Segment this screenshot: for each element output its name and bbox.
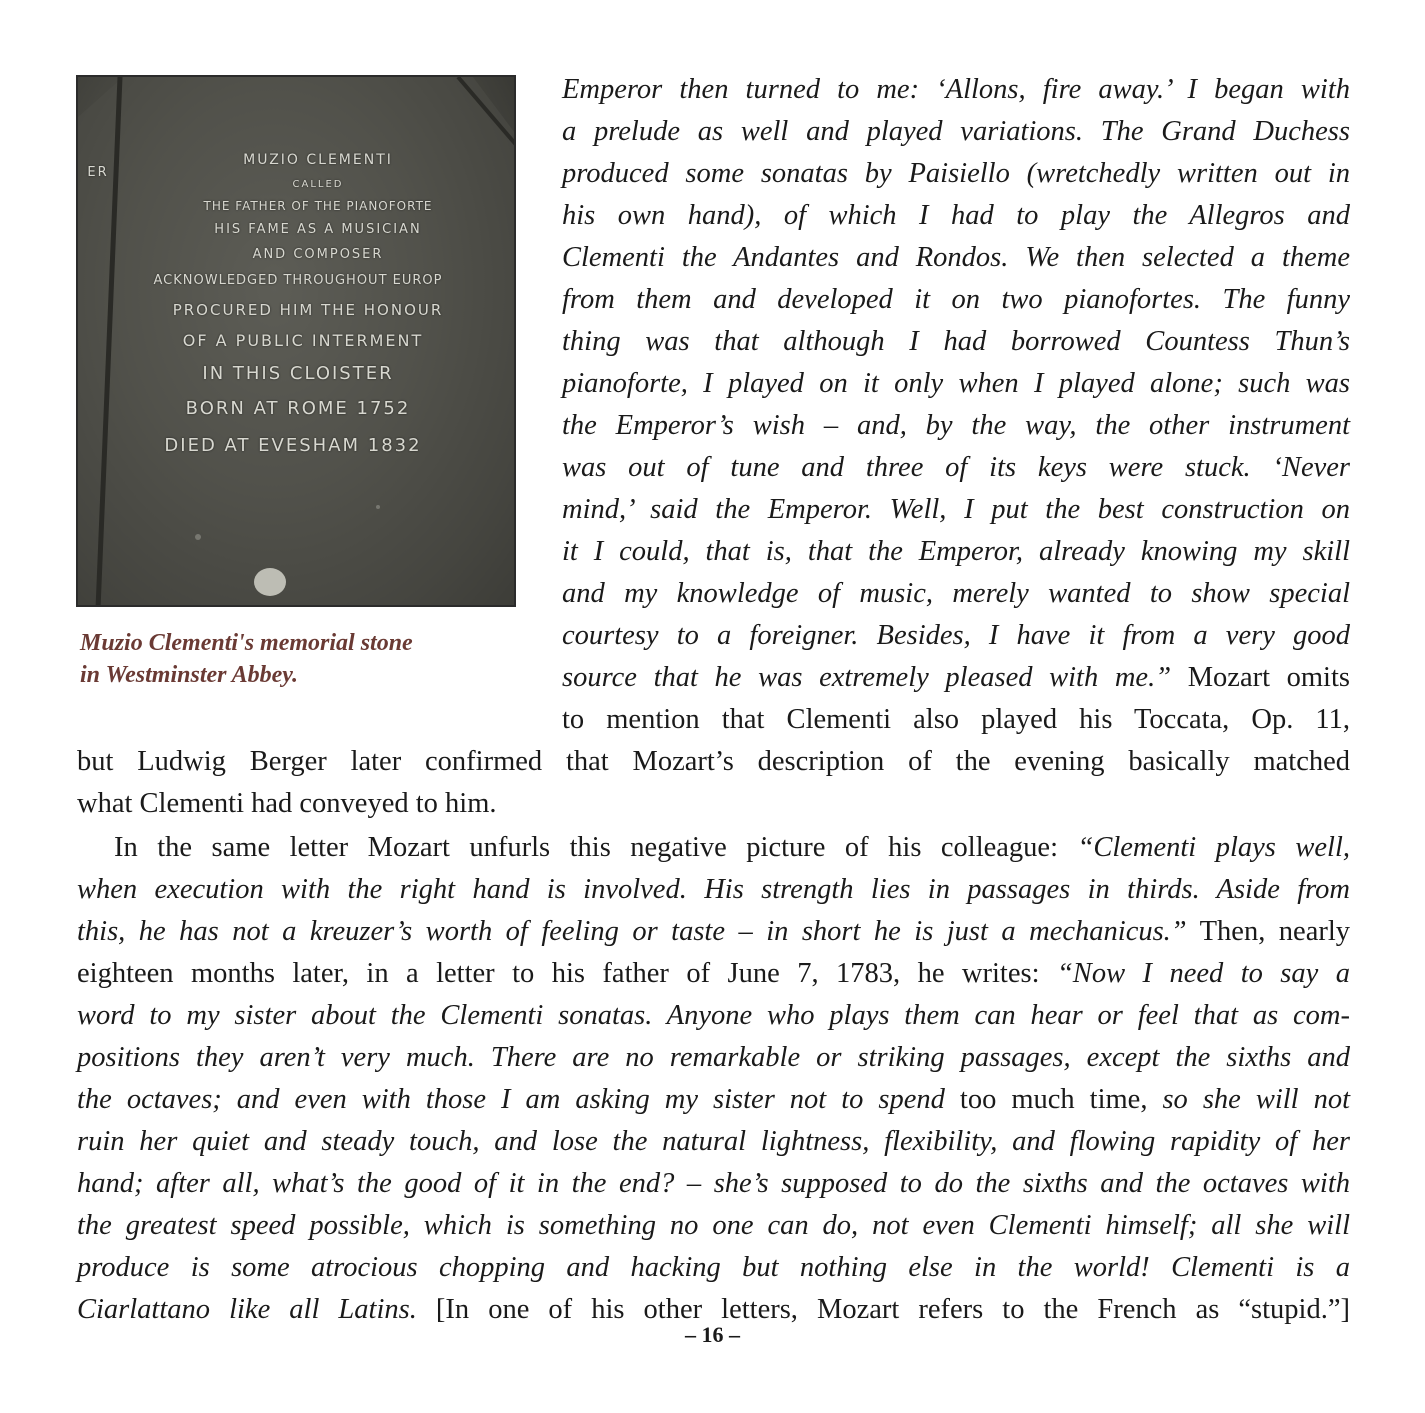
quote-span: “Clementi plays well,: [1077, 832, 1350, 863]
text-span: In the same letter Mozart unfurls this negative picture of his colleague:: [114, 832, 1078, 863]
quote-span: source that he was extremely pleased with me.”: [562, 662, 1172, 693]
quote-span: Ciarlattano like all Latins.: [77, 1294, 417, 1325]
text-line: [562, 657, 1350, 699]
inscription-fragment: ER: [87, 165, 109, 180]
inscription-line: PROCURED HIM THE HONOUR: [172, 301, 444, 319]
text-line: but Ludwig Berger later confirmed that Mozart’s description of the evening basically matched: [77, 746, 1350, 777]
caption-line: in Westminster Abbey.: [80, 662, 299, 688]
inscription-line: BORN AT ROME 1752: [185, 398, 411, 419]
text-line: mind,’ said the Emperor. Well, I put the best construction on: [562, 494, 1350, 525]
text-line: courtesy to a foreigner. Besides, I have it from a very good: [562, 620, 1350, 651]
text-line: [77, 1079, 1350, 1121]
text-line: hand; after all, what’s the good of it in the end? – she’s supposed to do the sixths and the octaves with: [77, 1168, 1350, 1199]
text-line: positions they aren’t very much. There are no remarkable or striking passages, except the sixths and: [77, 1042, 1350, 1073]
inscription-line: OF A PUBLIC INTERMENT: [182, 331, 424, 350]
caption-line: Muzio Clementi's memorial stone: [80, 630, 413, 656]
text-line: when execution with the right hand is involved. His strength lies in passages in thirds. Aside from: [77, 874, 1350, 905]
text-span: eighteen months later, in a letter to his father of June 7, 1783, he writes:: [77, 958, 1057, 989]
quote-span: so she will not: [1162, 1084, 1351, 1115]
text-line: ruin her quiet and steady touch, and lose the natural lightness, flexibility, and flowing rapidity of her: [77, 1126, 1350, 1157]
text-line: was out of tune and three of its keys were stuck. ‘Never: [562, 452, 1350, 483]
inscription-line: THE FATHER OF THE PIANOFORTE: [203, 199, 433, 213]
memorial-stone-photo: [76, 75, 516, 607]
text-line: [77, 953, 1350, 995]
inscription-line: IN THIS CLOISTER: [202, 363, 394, 384]
text-line: to mention that Clementi also played his Toccata, Op. 11,: [562, 704, 1350, 735]
quote-span: this, he has not a kreuzer’s worth of feeling or taste – in short he is just a mechanicus.”: [77, 916, 1187, 947]
quote-span: the octaves; and even with those I am asking my sister not to spend: [77, 1084, 945, 1115]
text-span: too much time,: [944, 1084, 1163, 1115]
inscription-line: AND COMPOSER: [252, 247, 384, 262]
text-line: produced some sonatas by Paisiello (wretchedly written out in: [562, 158, 1350, 189]
text-line: the Emperor’s wish – and, by the way, the other instrument: [562, 410, 1350, 441]
text-line: a prelude as well and played variations. The Grand Duchess: [562, 116, 1350, 147]
inscription-line: MUZIO CLEMENTI: [243, 152, 393, 168]
inscription-line: HIS FAME AS A MUSICIAN: [214, 222, 422, 237]
text-line: it I could, that is, that the Emperor, already knowing my skill: [562, 536, 1350, 567]
quote-span: “Now I need to say a: [1056, 958, 1350, 989]
text-line: [114, 827, 1350, 869]
text-line: Emperor then turned to me: ‘Allons, fire away.’ I began with: [562, 74, 1350, 105]
text-line: the greatest speed possible, which is something no one can do, not even Clementi himself; all she will: [77, 1210, 1350, 1241]
text-span: Mozart omits: [1171, 662, 1350, 693]
inscription-line: DIED AT EVESHAM 1832: [164, 435, 422, 456]
text-line: his own hand), of which I had to play the Allegros and: [562, 200, 1350, 231]
inscription-line: CALLED: [292, 179, 344, 190]
stone-inscription: [78, 77, 516, 607]
text-line: produce is some atrocious chopping and hacking but nothing else in the world! Clementi is a: [77, 1252, 1350, 1283]
text-line: Clementi the Andantes and Rondos. We then selected a theme: [562, 242, 1350, 273]
text-line: pianoforte, I played on it only when I played alone; such was: [562, 368, 1350, 399]
text-line: from them and developed it on two pianofortes. The funny: [562, 284, 1350, 315]
text-span: Then, nearly: [1186, 916, 1350, 947]
page-number: – 16 –: [685, 1322, 740, 1347]
photo-caption: [80, 627, 520, 691]
text-line: thing was that although I had borrowed Countess Thun’s: [562, 326, 1350, 357]
text-span: [In one of his other letters, Mozart refers to the French as “stupid.”]: [416, 1294, 1350, 1325]
inscription-line: ACKNOWLEDGED THROUGHOUT EUROP: [153, 273, 443, 288]
text-line: what Clementi had conveyed to him.: [77, 788, 497, 819]
text-line: word to my sister about the Clementi sonatas. Anyone who plays them can hear or feel that as com-: [77, 1000, 1350, 1031]
text-line: and my knowledge of music, merely wanted to show special: [562, 578, 1350, 609]
text-line: [77, 911, 1350, 953]
